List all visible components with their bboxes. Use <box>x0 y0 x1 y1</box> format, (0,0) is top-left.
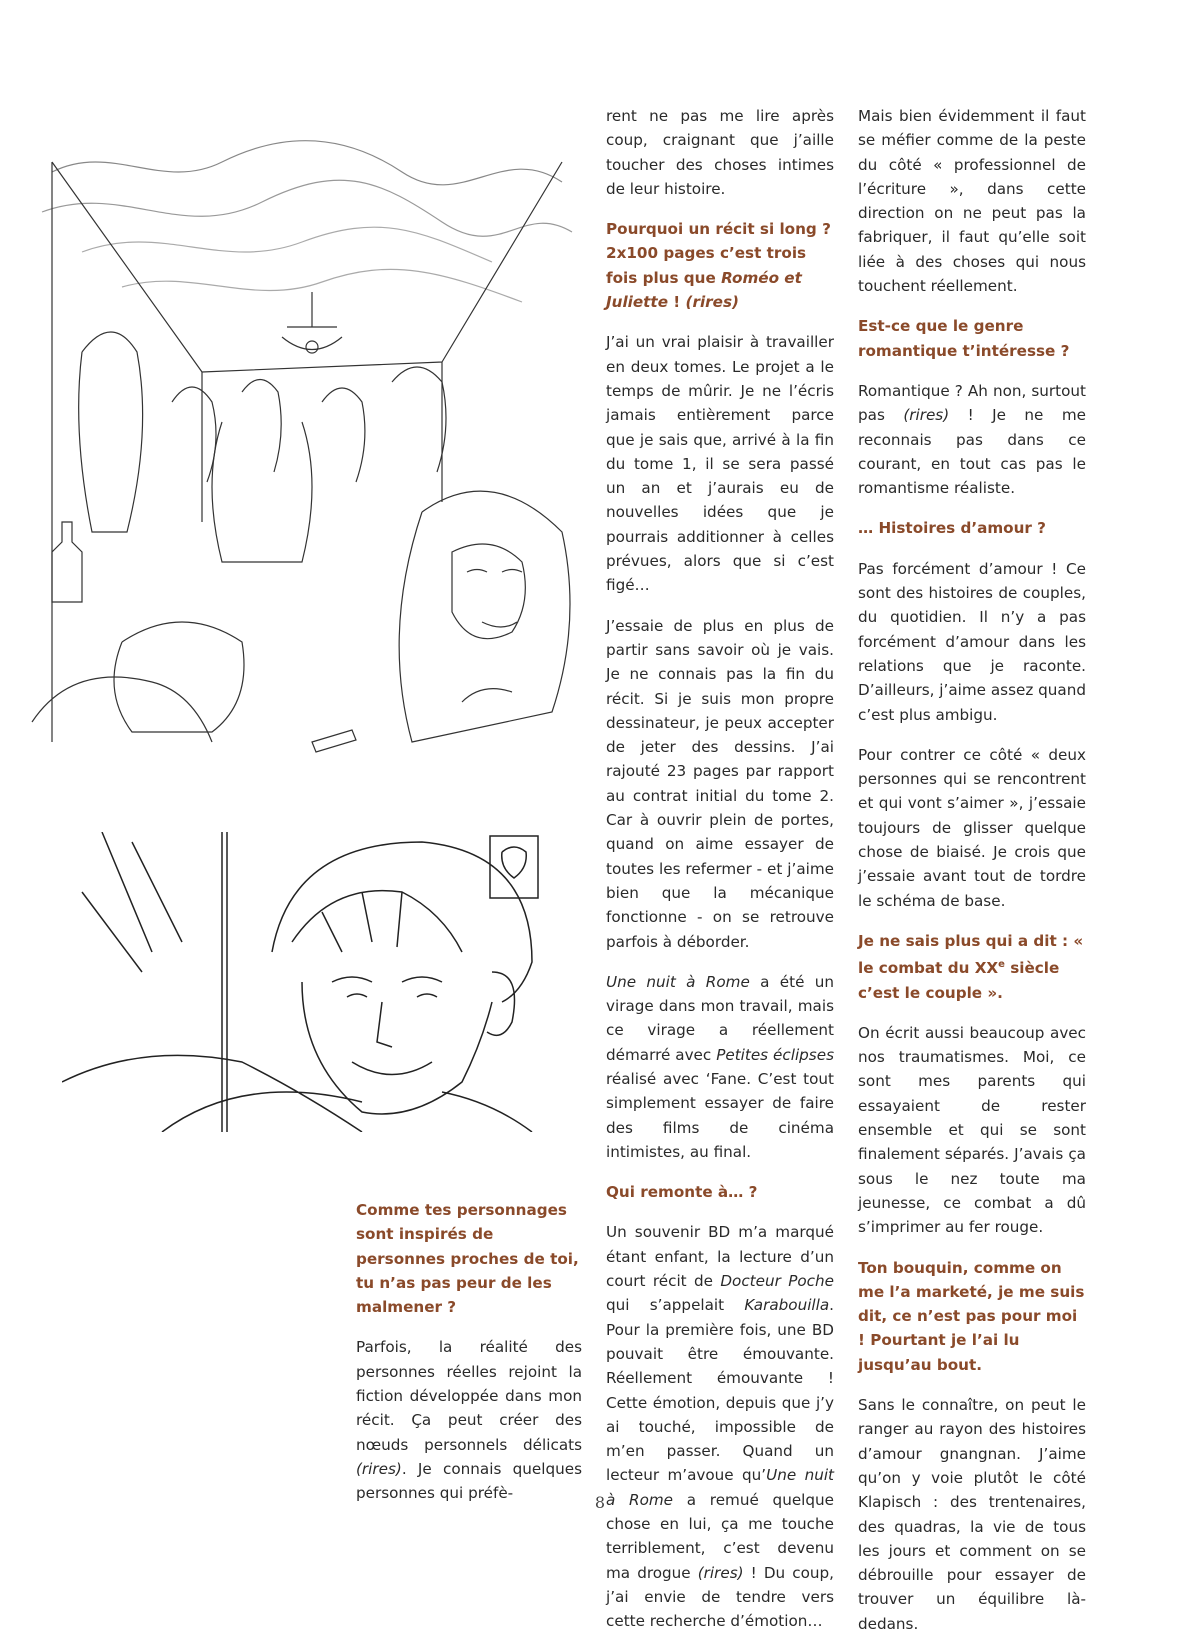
question-personnages: Comme tes personnages sont inspirés de personnes proches de toi, tu n’as pas peur de les malmener ? <box>356 1201 579 1317</box>
answer-histoires-amour-p1: Pas forcément d’amour ! Ce sont des histoires de couples, du quotidien. Il n’y a pas forcément d’amour dans les relations que je raconte. D’ailleurs, j’aime assez quand c’est plus ambigu. <box>858 559 1086 724</box>
answer-personnages-continued: rent ne pas me lire après coup, craignant que j’aille toucher des choses intimes de leur histoire. <box>606 107 834 198</box>
column-1 <box>356 1198 582 1522</box>
party-illustration <box>22 102 582 762</box>
column-2 <box>606 104 834 1650</box>
page-number: 8 <box>594 1493 606 1512</box>
answer-recit-long-p2: J’essaie de plus en plus de partir sans savoir où je vais. Je ne connais pas la fin du récit. Si je suis mon propre dessinateur, je peux accepter de jeter des dessins. J’ai rajouté 23 pages par rapport au contrat initial du tome 2. Car à ouvrir plein de portes, quand on aime essayer de toutes les refermer - et j’aime bien que la mécanique fonctionne - on se retrouve parfois à déborder. <box>606 616 834 951</box>
answer-remonte-continued: Mais bien évidemment il faut se méfier comme de la peste du côté « professionnel de l’écriture », dans cette direction on ne peut pas la fabriquer, il faut qu’elle soit liée à des choses qui nous touchent réellement. <box>858 107 1086 296</box>
question-combat-couple: Je ne sais plus qui a dit : « le combat du XXe siècle c’est le couple ». <box>858 931 1084 1002</box>
answer-histoires-amour-p2: Pour contrer ce côté « deux personnes qui se rencontrent et qui vont s’aimer », j’essaie toujours de glisser quelque chose de biaisé. Je crois que j’essaie avant tout de tordre le schéma de base. <box>858 745 1086 910</box>
answer-remonte: Un souvenir BD m’a marqué étant enfant, la lecture d’un court récit de Docteur Poche qui s’appelait Karabouilla. Pour la première fois, une BD pouvait être émouvante. Réellement émouvante ! Cette émotion, depuis que j’y ai touché, impossible de m’en passer. Quand un lecteur m’avoue qu’Une nuit à Rome a remué quelque chose en lui, ça me touche terriblement, c’est devenu ma drogue (rires) ! Du coup, j’ai envie de tendre vers cette recherche d’émotion… <box>606 1223 834 1631</box>
question-recit-long: Pourquoi un récit si long ? 2x100 pages c’est trois fois plus que Roméo et Juliette ! (rires) <box>606 220 831 312</box>
man-portrait-illustration <box>62 832 562 1132</box>
column-3 <box>858 104 1086 1652</box>
answer-genre-romantique: Romantique ? Ah non, surtout pas (rires) ! Je ne me reconnais pas dans ce courant, en tout cas pas le romantisme réaliste. <box>858 381 1086 498</box>
question-remonte: Qui remonte à… ? <box>606 1183 758 1202</box>
answer-combat-couple: On écrit aussi beaucoup avec nos traumatismes. Moi, ce sont mes parents qui essayaient de rester ensemble et qui se sont finalement séparés. J’avais ça sous le nez toute ma jeunesse, ce combat a dû s’imprimer au fer rouge. <box>858 1023 1086 1237</box>
question-histoires-amour: … Histoires d’amour ? <box>858 519 1046 538</box>
answer-recit-long-p1: J’ai un vrai plaisir à travailler en deux tomes. Le projet a le temps de mûrir. Je ne l’écris jamais entièrement parce que je sais que, arrivé à la fin du tome 1, il se sera passé un an et j’aurais eu de nouvelles idées que je pourrais additionner à celles prévues, alors que si c’est figé… <box>606 333 834 595</box>
answer-personnages: Parfois, la réalité des personnes réelles rejoint la fiction développée dans mon récit. Ça peut créer des nœuds personnels délicats (rires). Je connais quelques personnes qui préfè- <box>356 1338 582 1503</box>
question-genre-romantique: Est-ce que le genre romantique t’intéresse ? <box>858 317 1070 360</box>
question-bouquin: Ton bouquin, comme on me l’a marketé, je me suis dit, ce n’est pas pour moi ! Pourtant je l’ai lu jusqu’au bout. <box>858 1258 1085 1374</box>
answer-bouquin: Sans le connaître, on peut le ranger au rayon des histoires d’amour gnangnan. J’aime qu’on y voie plutôt le côté Klapisch : des trentenaires, des quadras, la vie de tous les jours et comment on se débrouille pour essayer de trouver un équilibre là-dedans. <box>858 1396 1086 1633</box>
answer-recit-long-p3: Une nuit à Rome a été un virage dans mon travail, mais ce virage a réellement démarré avec Petites éclipses réalisé avec ‘Fane. C’est tout simplement essayer de faire des films de cinéma intimistes, au final. <box>606 972 834 1161</box>
